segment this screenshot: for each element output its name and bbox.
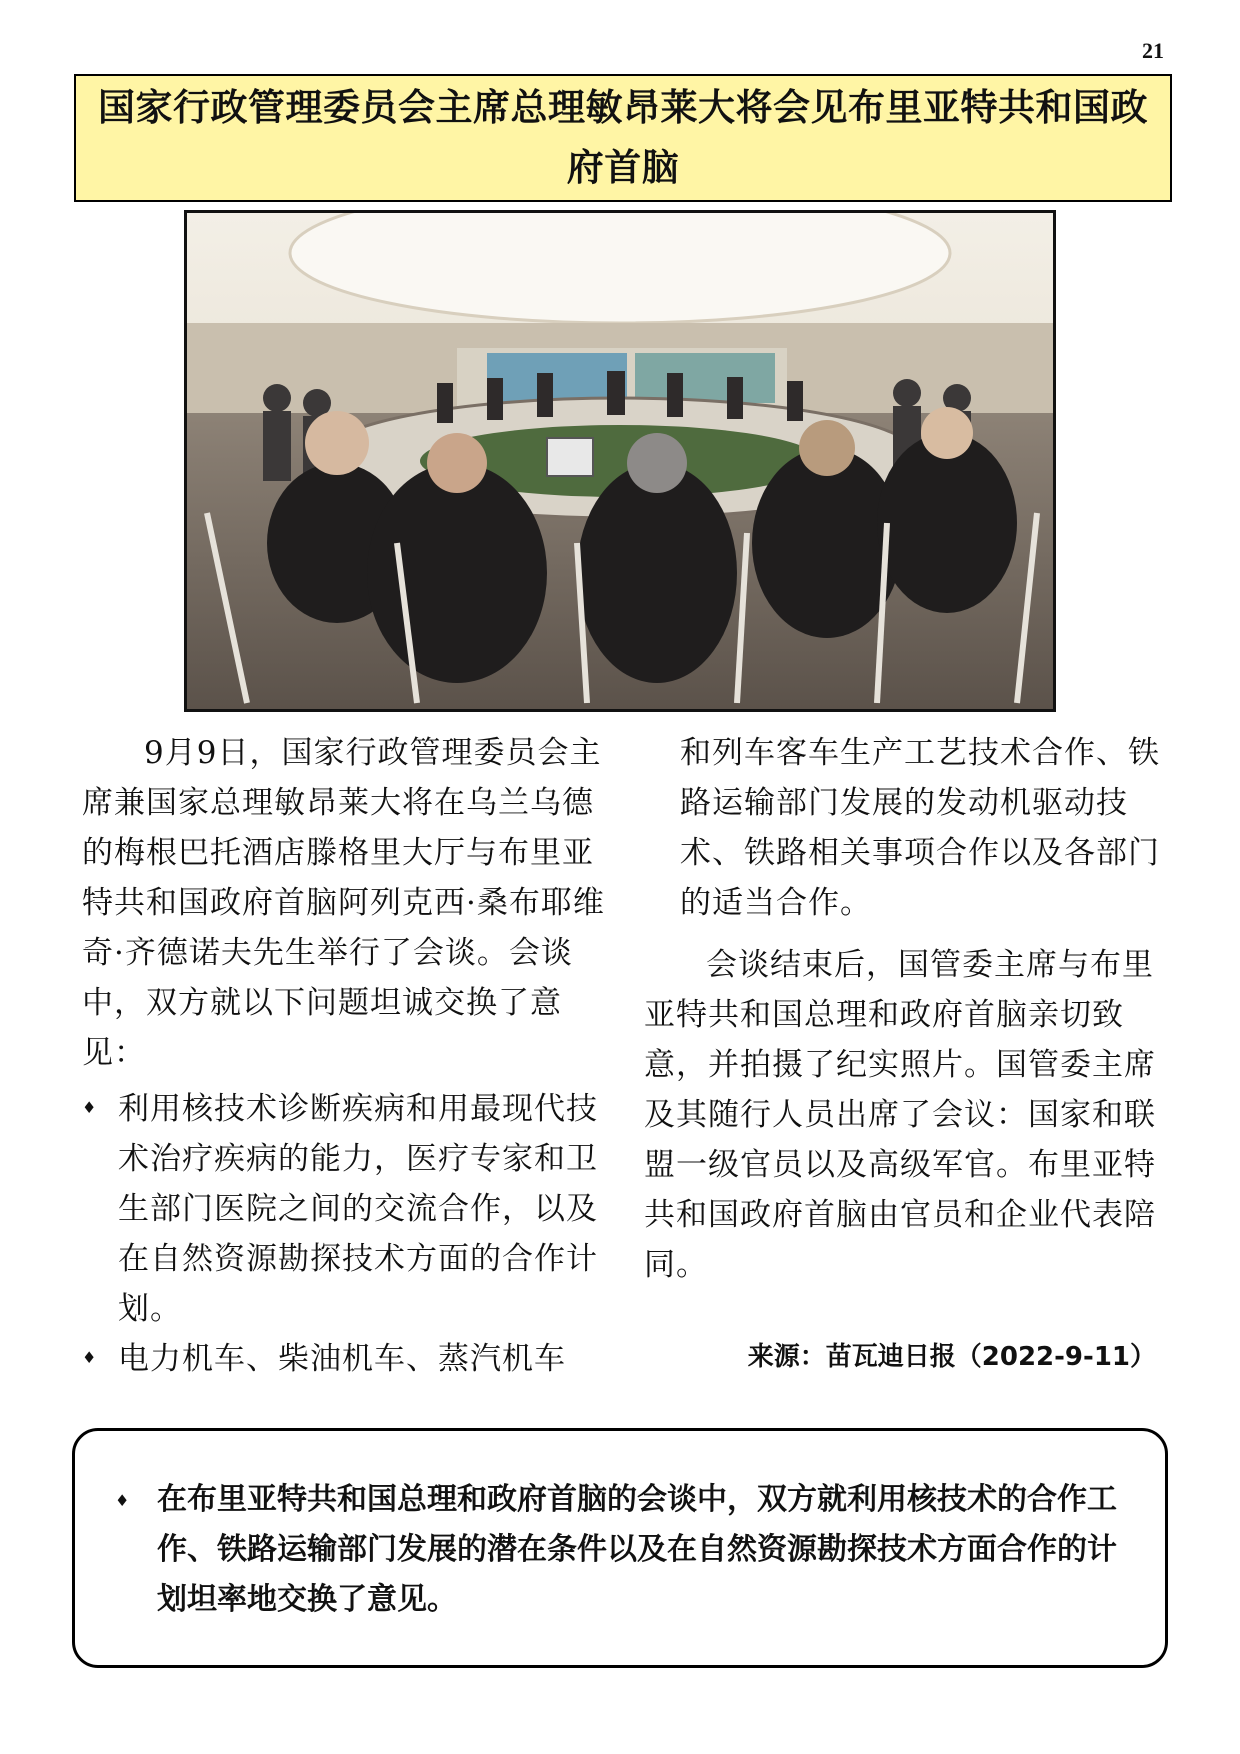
page-number: 21: [1142, 38, 1164, 63]
list-item: [82, 1084, 608, 1334]
diamond-bullet-icon: ♦: [82, 1348, 98, 1367]
diamond-bullet-icon: ♦: [115, 1491, 130, 1510]
list-item-text: 利用核技术诊断疾病和用最现代技术治疗疾病的能力，医疗专家和卫生部门医院之间的交流合作，以及在自然资源勘探技术方面的合作计划。: [118, 1091, 598, 1327]
intro-paragraph: 9月9日，国家行政管理委员会主席兼国家总理敏昂莱大将在乌兰乌德的梅根巴托酒店滕格里大厅与布里亚特共和国政府首脑阿列克西·桑布耶维奇·齐德诺夫先生举行了会谈。会谈中，双方就以下问题坦诚交换了意见：: [82, 735, 605, 1071]
page-title: 国家行政管理委员会主席总理敏昂莱大将会见布里亚特共和国政府首脑: [98, 86, 1148, 189]
source-citation: 来源：苗瓦迪日报（2022-9-11）: [747, 1342, 1156, 1372]
continuation-paragraph: 和列车客车生产工艺技术合作、铁路运输部门发展的发动机驱动技术、铁路相关事项合作以及各部门的适当合作。: [680, 735, 1160, 921]
list-item-text: 电力机车、柴油机车、蒸汽机车: [118, 1341, 566, 1377]
right-column: [644, 728, 1170, 1290]
topic-list: [82, 1084, 608, 1384]
diamond-bullet-icon: ♦: [82, 1098, 98, 1117]
summary-text: 在布里亚特共和国总理和政府首脑的会谈中，双方就利用核技术的合作工作、铁路运输部门发展的潜在条件以及在自然资源勘探技术方面合作的计划坦率地交换了意见。: [157, 1482, 1117, 1617]
list-item: [82, 1334, 608, 1384]
summary-box: [72, 1428, 1168, 1668]
meeting-photo-illustration: [187, 213, 1053, 709]
meeting-photo: [184, 210, 1056, 712]
closing-paragraph: 会谈结束后，国管委主席与布里亚特共和国总理和政府首脑亲切致意，并拍摄了纪实照片。国管委主席及其随行人员出席了会议：国家和联盟一级官员以及高级军官。布里亚特共和国政府首脑由官员和企业代表陪同。: [644, 947, 1156, 1283]
title-box: [74, 74, 1172, 202]
left-column: [82, 728, 608, 1384]
summary-item: [115, 1475, 1125, 1625]
